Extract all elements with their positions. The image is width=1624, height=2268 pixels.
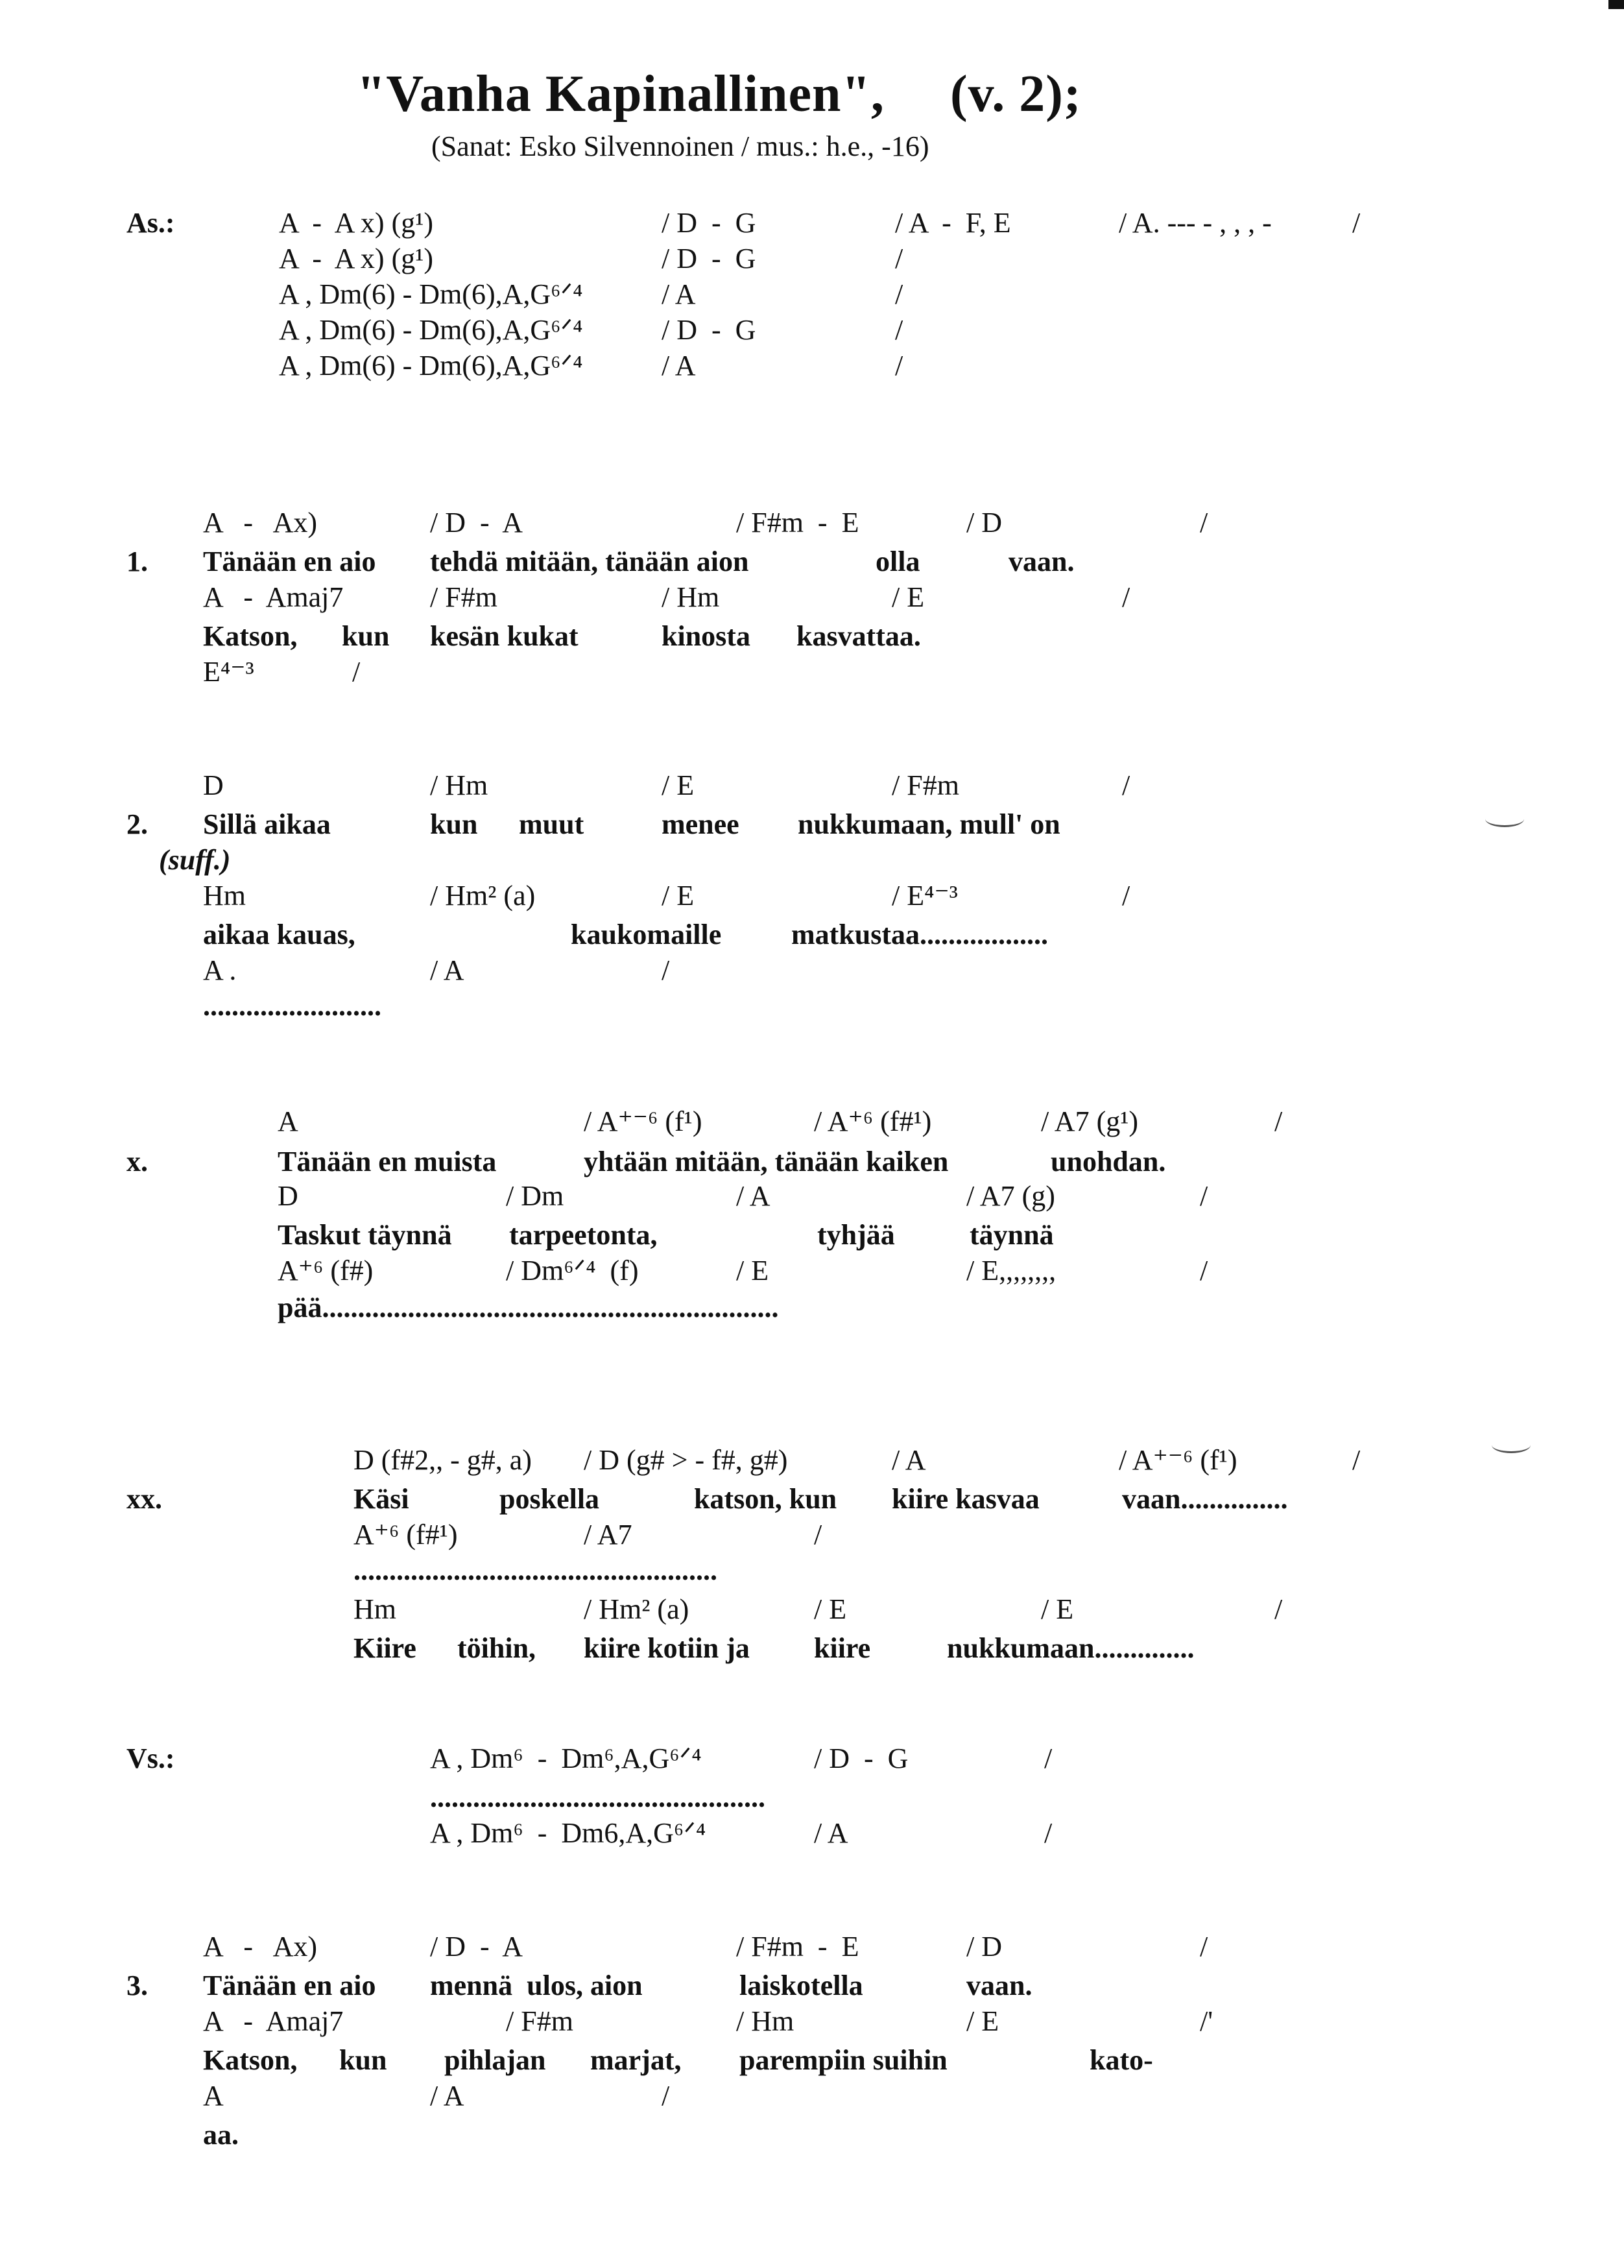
chord: / A xyxy=(430,2080,464,2112)
section-label-chorus-2: xx. xyxy=(126,1483,162,1515)
chord: / D - G xyxy=(662,243,756,274)
bar-line: / xyxy=(1044,1817,1053,1849)
chord: / D - A xyxy=(430,1931,523,1962)
section-label-verse-3: 3. xyxy=(126,1970,148,2001)
lyric: poskella xyxy=(499,1483,600,1515)
bar-line: / xyxy=(352,656,361,688)
section-label-chorus-1: x. xyxy=(126,1146,148,1177)
chord: / A xyxy=(736,1180,770,1212)
chord: A xyxy=(278,1105,298,1137)
chord: / Hm xyxy=(662,581,720,613)
bar-line: /' xyxy=(1200,2005,1213,2037)
song-version: (v. 2); xyxy=(950,66,1082,123)
lyric: muut xyxy=(519,808,584,840)
lyric: kinosta xyxy=(662,620,750,652)
chord: / Hm xyxy=(430,769,488,801)
lyric: aikaa kauas, xyxy=(203,919,355,950)
section-label-verse-1: 1. xyxy=(126,546,148,577)
lyric: parempiin suihin xyxy=(739,2044,948,2076)
lyric: Taskut täynnä xyxy=(278,1219,452,1251)
chord: / A xyxy=(662,278,696,310)
lyric: menee xyxy=(662,808,739,840)
bar-line: / xyxy=(1044,1743,1053,1774)
lyric: kun xyxy=(342,620,390,652)
chord: A , Dm⁶ - Dm6,A,G⁶ᐟ⁴ xyxy=(430,1817,706,1849)
lyric: katson, kun xyxy=(694,1483,837,1515)
bar-line: / xyxy=(1200,507,1208,538)
chord: / E xyxy=(892,581,925,613)
chord: / Dm xyxy=(506,1180,564,1212)
chord: / A7 (g¹) xyxy=(1041,1105,1139,1137)
chord: / A7 xyxy=(584,1519,632,1550)
lyric: aa. xyxy=(203,2119,239,2151)
chord: / D xyxy=(966,507,1002,538)
chord: A , Dm(6) - Dm(6),A,G⁶ᐟ⁴ xyxy=(279,350,583,381)
chord: / F#m xyxy=(506,2005,573,2037)
bar-line: / xyxy=(1200,1931,1208,1962)
chord: / A⁺⁶ (f#¹) xyxy=(814,1105,932,1137)
chord: D (f#2,, - g#, a) xyxy=(353,1444,532,1476)
chord: / A⁺⁻⁶ (f¹) xyxy=(1119,1444,1237,1476)
lyric: kesän kukat xyxy=(430,620,579,652)
bar-line: / xyxy=(895,350,903,381)
chord: A - Ax) xyxy=(203,507,317,538)
chord: / D xyxy=(966,1931,1002,1962)
lyric: kiire kotiin ja xyxy=(584,1632,750,1664)
lyric: kasvattaa. xyxy=(796,620,921,652)
chord: / F#m xyxy=(892,769,959,801)
lyric: töihin, xyxy=(457,1632,536,1664)
margin-curve-mark xyxy=(1492,1437,1531,1453)
chord: / F#m - E xyxy=(736,1931,859,1962)
chord: A - A x) (g¹) xyxy=(279,243,434,274)
chord: / F#m xyxy=(430,581,497,613)
chord: / E⁴⁻³ xyxy=(892,880,958,911)
bar-line: / xyxy=(1352,1444,1361,1476)
lyric: nukkumaan.............. xyxy=(947,1632,1195,1664)
chord: / D - A xyxy=(430,507,523,538)
lyric: Kiire xyxy=(353,1632,416,1664)
lyric: laiskotella xyxy=(739,1970,863,2001)
lyric: kiire xyxy=(814,1632,871,1664)
bar-line: / xyxy=(1274,1593,1283,1625)
chord: A xyxy=(203,2080,224,2112)
chord: A - Amaj7 xyxy=(203,2005,344,2037)
chord: Hm xyxy=(353,1593,396,1625)
chord: / A⁺⁻⁶ (f¹) xyxy=(584,1105,702,1137)
chord: A - A x) (g¹) xyxy=(279,207,434,239)
margin-curve-mark xyxy=(1485,811,1524,827)
chord: / D - G xyxy=(662,207,756,239)
chord: A . xyxy=(203,954,237,986)
lyric: kiire kasvaa xyxy=(892,1483,1040,1515)
bar-line: / xyxy=(662,2080,670,2112)
continuation-dots: ................................................... xyxy=(353,1554,717,1586)
chord: / E xyxy=(662,769,695,801)
lyric: Sillä aikaa xyxy=(203,808,331,840)
bar-line: / xyxy=(662,954,670,986)
lyric: tehdä mitään, tänään aion xyxy=(430,546,749,577)
song-title: "Vanha Kapinallinen", xyxy=(357,66,885,123)
chord: / E,,,,,,,, xyxy=(966,1255,1057,1286)
chord: / A - F, E xyxy=(895,207,1011,239)
bar-line: / xyxy=(814,1519,822,1550)
bar-line: / xyxy=(1122,769,1130,801)
chord: / D (g# > - f#, g#) xyxy=(584,1444,788,1476)
lyric: tarpeetonta, xyxy=(509,1219,658,1251)
chord: A⁺⁶ (f#¹) xyxy=(353,1519,458,1550)
chord: / Dm⁶ᐟ⁴ (f) xyxy=(506,1255,639,1286)
lyric: pihlajan xyxy=(444,2044,546,2076)
chord: D xyxy=(278,1180,298,1212)
chord: / E xyxy=(966,2005,999,2037)
lyric: unohdan. xyxy=(1051,1146,1166,1177)
chord: / A xyxy=(814,1817,848,1849)
bar-line: / xyxy=(1122,581,1130,613)
lyric: pää................................................................ xyxy=(278,1292,779,1323)
lyric: Katson, xyxy=(203,2044,298,2076)
bar-line: / xyxy=(895,243,903,274)
lyric: tyhjää xyxy=(817,1219,895,1251)
page-edge-mark xyxy=(1608,0,1624,9)
chord: A - Ax) xyxy=(203,1931,317,1962)
chord: A , Dm(6) - Dm(6),A,G⁶ᐟ⁴ xyxy=(279,314,583,346)
chord: / A xyxy=(430,954,464,986)
chord: / F#m - E xyxy=(736,507,859,538)
chord: / E xyxy=(736,1255,769,1286)
chord: / D - G xyxy=(814,1743,909,1774)
bar-line: / xyxy=(895,314,903,346)
lyric: marjat, xyxy=(590,2044,682,2076)
lyric: Tänään en aio xyxy=(203,546,376,577)
chord: / E xyxy=(1041,1593,1074,1625)
lyric: vaan............... xyxy=(1122,1483,1288,1515)
lyric: Tänään en aio xyxy=(203,1970,376,2001)
lyric: Tänään en muista xyxy=(278,1146,497,1177)
chord: / E xyxy=(814,1593,847,1625)
lyric: nukkumaan, mull' on xyxy=(798,808,1060,840)
dynamic-marking: (suff.) xyxy=(159,844,231,876)
bar-line: / xyxy=(1274,1105,1283,1137)
chord: A , Dm⁶ - Dm⁶,A,G⁶ᐟ⁴ xyxy=(430,1743,702,1774)
lyric: vaan. xyxy=(966,1970,1033,2001)
bar-line: / xyxy=(1352,207,1361,239)
section-label-intro: As.: xyxy=(126,207,175,239)
lyric: täynnä xyxy=(970,1219,1054,1251)
lyric: yhtään mitään, tänään kaiken xyxy=(584,1146,949,1177)
chord: E⁴⁻³ xyxy=(203,656,254,688)
bar-line: / xyxy=(1200,1180,1208,1212)
continuation-dots: ......................... xyxy=(203,990,381,1022)
chord: / D - G xyxy=(662,314,756,346)
chord: D xyxy=(203,769,224,801)
lyric: mennä ulos, aion xyxy=(430,1970,643,2001)
chord: A⁺⁶ (f#) xyxy=(278,1255,374,1286)
chord: / Hm xyxy=(736,2005,794,2037)
lyric: Käsi xyxy=(353,1483,409,1515)
bar-line: / xyxy=(1200,1255,1208,1286)
chord: / Hm² (a) xyxy=(430,880,536,911)
lyric: olla xyxy=(876,546,920,577)
continuation-dots: ............................................... xyxy=(430,1781,765,1813)
section-label-verse-2: 2. xyxy=(126,808,148,840)
lyric: kato- xyxy=(1090,2044,1153,2076)
lyric: kun xyxy=(430,808,478,840)
chord: / A xyxy=(892,1444,926,1476)
chord: / A xyxy=(662,350,696,381)
lyric: kaukomaille xyxy=(571,919,722,950)
bar-line: / xyxy=(895,278,903,310)
lyric: kun xyxy=(339,2044,387,2076)
chord: A , Dm(6) - Dm(6),A,G⁶ᐟ⁴ xyxy=(279,278,583,310)
lyric: vaan. xyxy=(1009,546,1075,577)
chord: / A7 (g) xyxy=(966,1180,1055,1212)
lyric: matkustaa.................. xyxy=(791,919,1049,950)
chord: / Hm² (a) xyxy=(584,1593,689,1625)
chord: / A. --- - , , , - xyxy=(1119,207,1272,239)
chord: / E xyxy=(662,880,695,911)
bar-line: / xyxy=(1122,880,1130,911)
chord: Hm xyxy=(203,880,246,911)
section-label-interlude: Vs.: xyxy=(126,1743,175,1774)
song-credits: (Sanat: Esko Silvennoinen / mus.: h.e., -16) xyxy=(431,130,929,162)
chord: A - Amaj7 xyxy=(203,581,344,613)
lyric: Katson, xyxy=(203,620,298,652)
